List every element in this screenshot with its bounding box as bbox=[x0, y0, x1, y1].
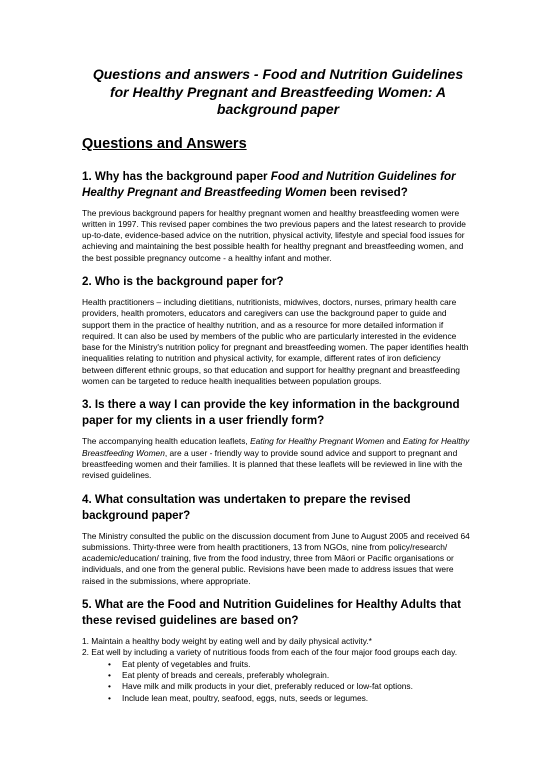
guideline-2-bullets bbox=[82, 659, 474, 704]
bullet-item: • Have milk and milk products in your diet, preferably reduced or low-fat options. bbox=[110, 681, 474, 692]
question-2-answer: Health practitioners – including dietitians, nutritionists, midwives, doctors, nurses, primary health care providers, health promoters, educators and caregivers can use the background paper to guide and support them in the practice of healthy nutrition, and as a resource for more detailed information if required. It can also be used by members of the public who are particularly interested in the evidence base for the Ministry's nutrition policy for pregnant and breastfeeding women. The paper identifies health inequalities relating to nutrition and physical activity, for example, different rates of iron deficiency between different ethnic groups, so that education and support for healthy pregnant and breastfeeding women can be targeted to reduce health inequalities between population groups. bbox=[82, 296, 469, 387]
question-3-heading: 3. Is there a way I can provide the key information in the background paper for my clients in a user friendly form? bbox=[82, 398, 460, 428]
question-3-answer-and: and bbox=[384, 436, 403, 447]
question-5-heading: 5. What are the Food and Nutrition Guidelines for Healthy Adults that these revised guidelines are based on? bbox=[82, 598, 461, 628]
document-title: Questions and answers - Food and Nutrition Guidelines for Healthy Pregnant and Breastfeeding Women: A background paper bbox=[92, 66, 464, 117]
question-1-heading bbox=[82, 169, 474, 201]
question-3-answer-pre: The accompanying health education leaflets, bbox=[82, 436, 251, 447]
question-3-answer bbox=[82, 436, 474, 481]
bullet-item: • Eat plenty of breads and cereals, preferably wholegrain. bbox=[110, 670, 474, 681]
question-1-italic-title: Food and Nutrition Guidelines for Healthy Pregnant and Breastfeeding Women bbox=[82, 169, 456, 199]
leaflet-breastfeeding-title: Eating for Healthy Breastfeeding Women bbox=[82, 436, 470, 458]
leaflet-pregnant-title: Eating for Healthy Pregnant Women bbox=[250, 436, 385, 447]
question-1-prefix: 1. Why has the background paper bbox=[82, 169, 271, 183]
question-3-answer-post: , are a user - friendly way to provide sound advice and support to pregnant and breastfeeding women and their families. It is planned that these leaflets will be reviewed in line with the revised guidelines. bbox=[82, 447, 463, 481]
question-4-answer: The Ministry consulted the public on the discussion document from June to August 2005 and received 64 submissions. Thirty-three were from health practitioners, 13 from NGOs, nine from policy/research/ academic/education/ training, five from the food industry, three from Māori or Pacific organisations or individuals, and one from the general public. Revisions have been made to address issues that were raised in the submissions, where appropriate. bbox=[82, 530, 470, 586]
bullet-item: • Eat plenty of vegetables and fruits. bbox=[110, 659, 474, 670]
question-4-heading: 4. What consultation was undertaken to prepare the revised background paper? bbox=[82, 492, 411, 522]
question-1-suffix: been revised? bbox=[326, 185, 408, 199]
guideline-2: 2. Eat well by including a variety of nutritious foods from each of the four major food groups each day. bbox=[82, 647, 458, 658]
bullet-item: • Include lean meat, poultry, seafood, eggs, nuts, seeds or legumes. bbox=[110, 693, 474, 704]
guideline-1: 1. Maintain a healthy body weight by eating well and by daily physical activity.* bbox=[82, 636, 372, 647]
question-2-heading: 2. Who is the background paper for? bbox=[82, 274, 284, 288]
question-1-answer: The previous background papers for healthy pregnant women and healthy breastfeeding women were written in 1997. This revised paper combines the two previous papers and the latest research to provide up-to-date, evidence-based advice on the nutrition, physical activity, lifestyle and special food issues for achieving and maintaining the best possible health for healthy pregnant and breastfeeding women, and the best possible pregnancy outcome - a healthy infant and mother. bbox=[82, 207, 466, 263]
section-heading: Questions and Answers bbox=[82, 135, 247, 152]
